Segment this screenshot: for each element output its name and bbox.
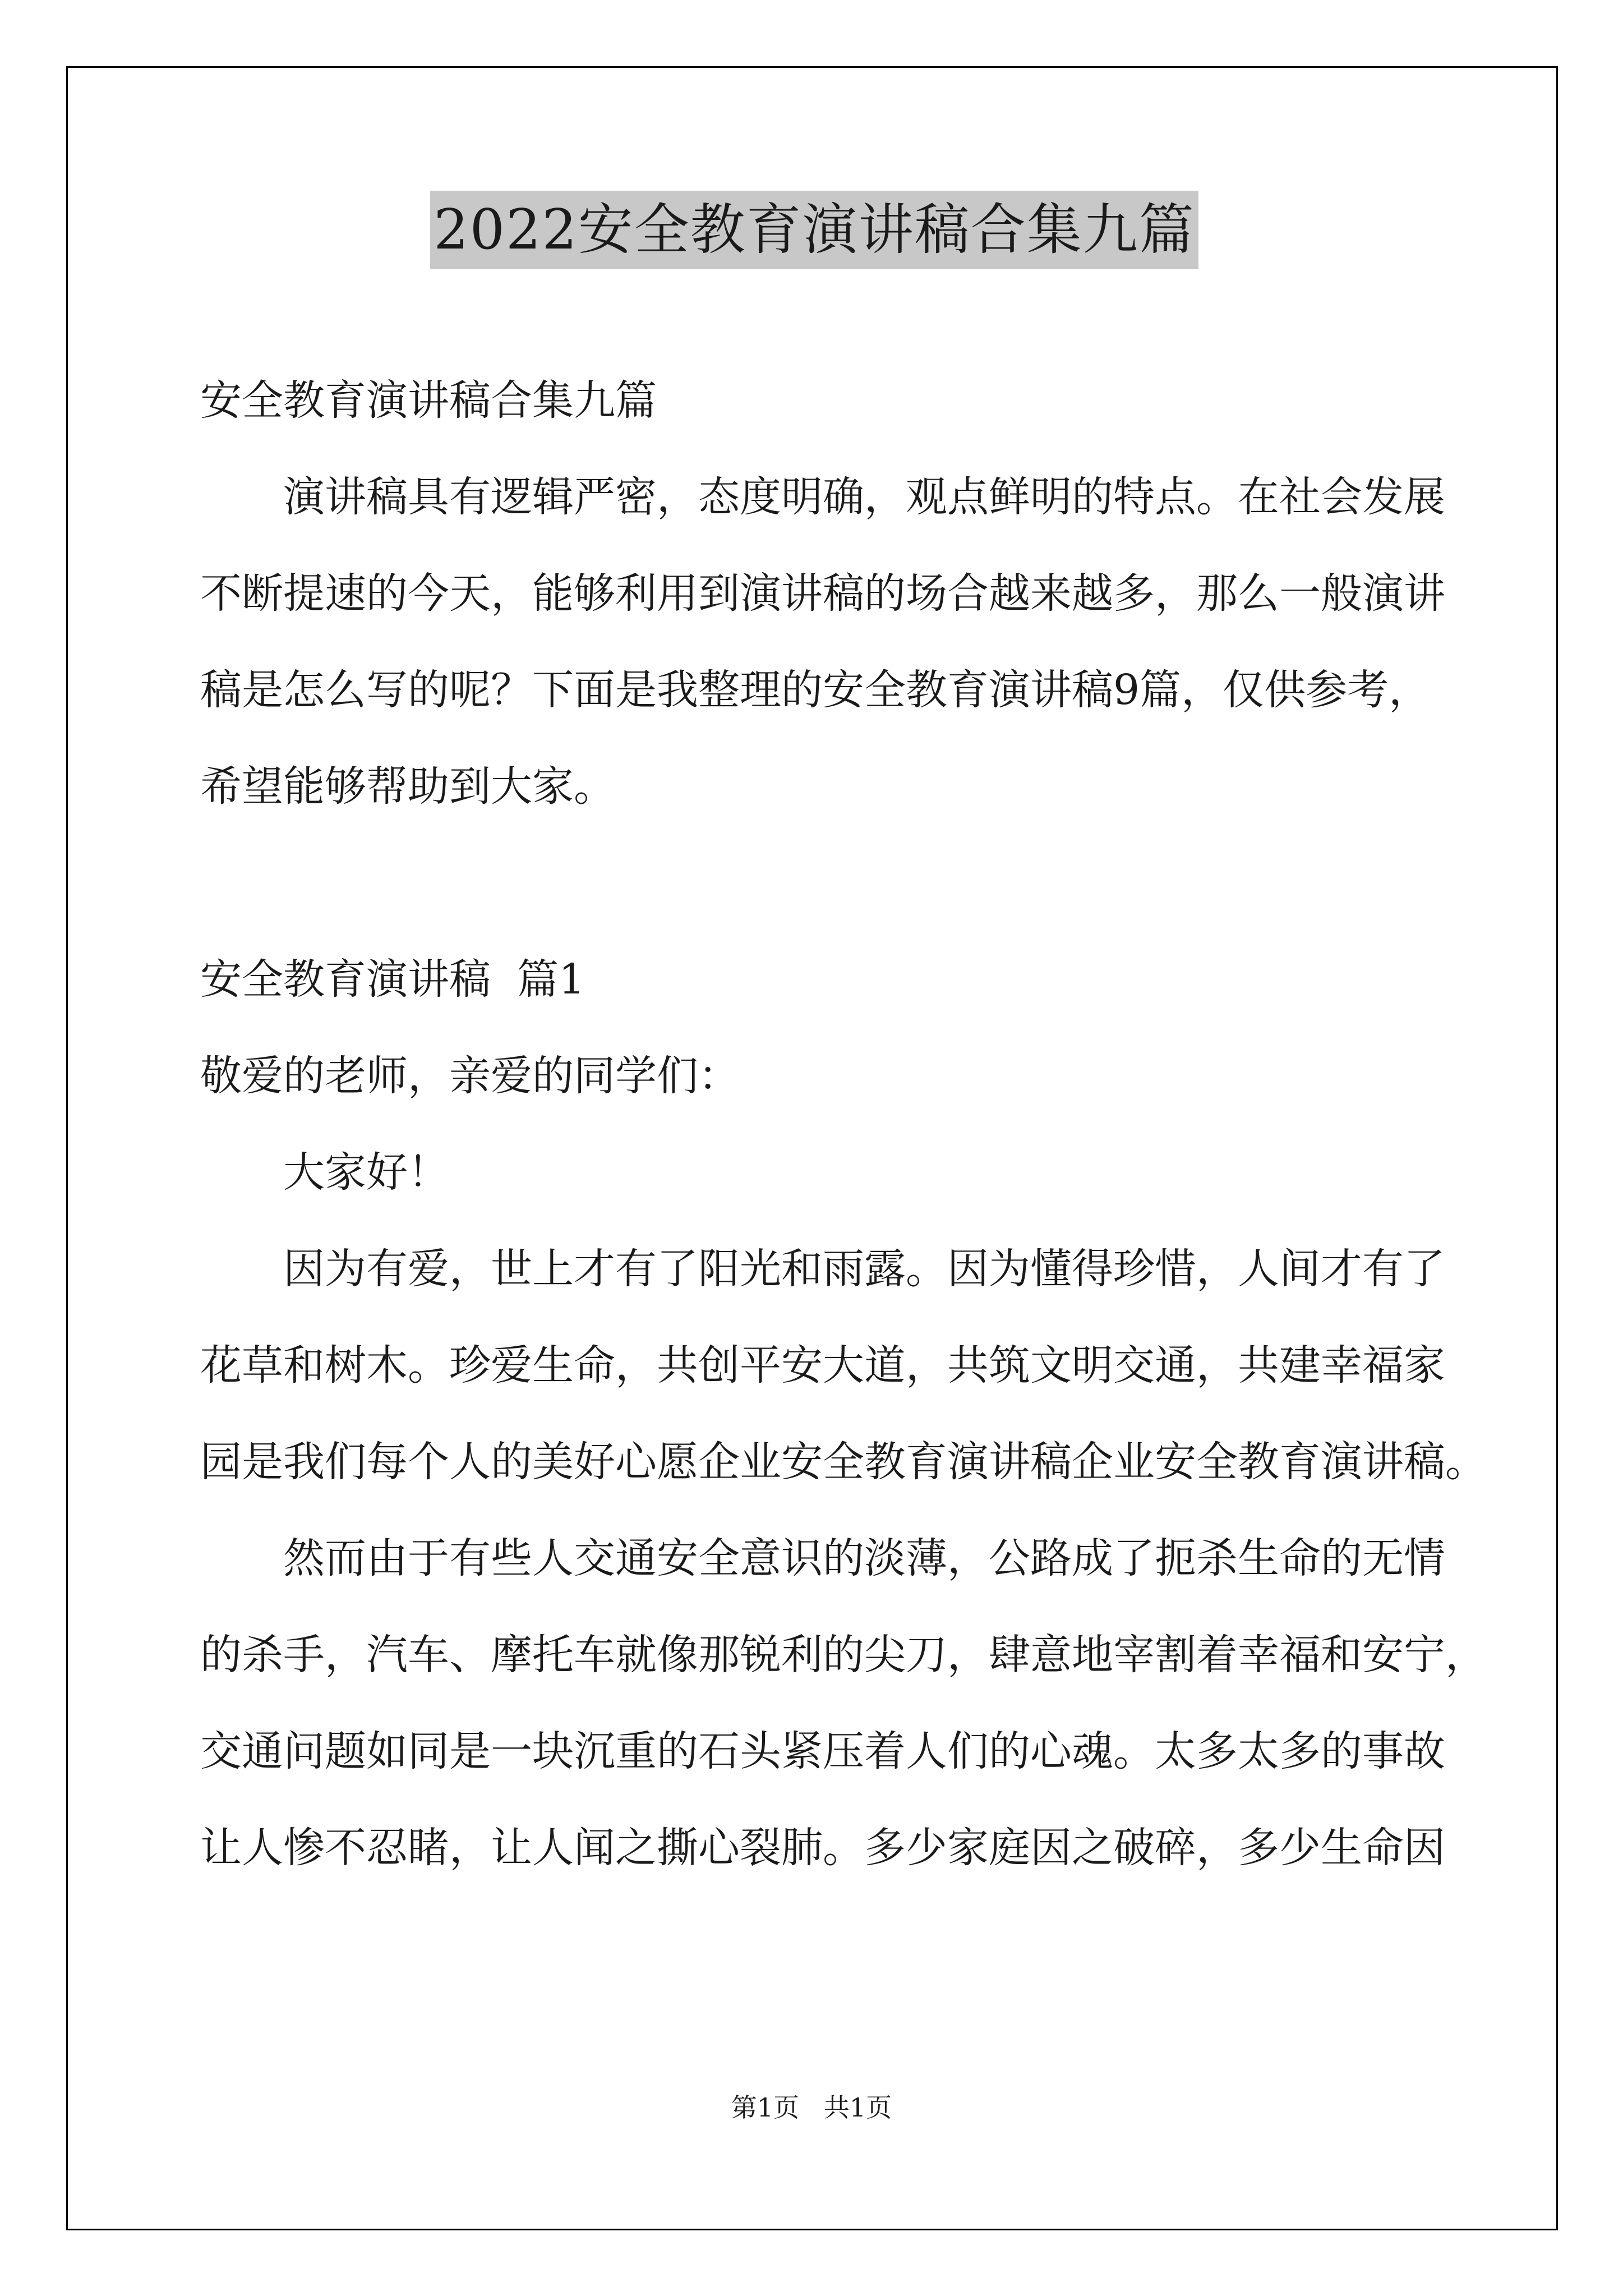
greeting: 大家好！ bbox=[283, 1148, 449, 1197]
document-body bbox=[200, 191, 1487, 1896]
intro-line: 演讲稿具有逻辑严密，态度明确，观点鲜明的特点。在社会发展 bbox=[283, 473, 1445, 521]
paragraph-line: 让人惨不忍睹，让人闻之撕心裂肺。多少家庭因之破碎，多少生命因 bbox=[200, 1824, 1445, 1872]
paragraph-line: 然而由于有些人交通安全意识的淡薄，公路成了扼杀生命的无情 bbox=[283, 1534, 1445, 1582]
intro-paragraph bbox=[200, 449, 1445, 835]
page-footer bbox=[0, 2091, 1623, 2124]
paragraph-line: 因为有爱，世上才有了阳光和雨露。因为懂得珍惜，人间才有了 bbox=[283, 1245, 1445, 1293]
paragraph-line: 园是我们每个人的美好心愿企业安全教育演讲稿企业安全教育演讲稿。 bbox=[200, 1438, 1487, 1486]
paragraph-line: 花草和树木。珍爱生命，共创平安大道，共筑文明交通，共建幸福家 bbox=[200, 1341, 1445, 1389]
paragraph-line: 交通问题如同是一块沉重的石头紧压着人们的心魂。太多太多的事故 bbox=[200, 1727, 1445, 1775]
paragraph-line: 的杀手，汽车、摩托车就像那锐利的尖刀，肆意地宰割着幸福和安宁， bbox=[200, 1631, 1487, 1679]
document-subtitle: 安全教育演讲稿合集九篇 bbox=[200, 376, 657, 425]
section-heading: 安全教育演讲稿 篇1 bbox=[200, 955, 585, 1004]
intro-line: 稿是怎么写的呢？下面是我整理的安全教育演讲稿9篇，仅供参考， bbox=[200, 666, 1431, 714]
title-row bbox=[200, 191, 1428, 269]
document-title: 2022安全教育演讲稿合集九篇 bbox=[430, 191, 1198, 269]
intro-line: 希望能够帮助到大家。 bbox=[200, 762, 615, 811]
body-paragraph-2 bbox=[200, 1510, 1487, 1896]
spacer bbox=[200, 835, 1428, 931]
intro-line: 不断提速的今天，能够利用到演讲稿的场合越来越多，那么一般演讲 bbox=[200, 569, 1445, 618]
page-number-label: 第1页 共1页 bbox=[731, 2092, 892, 2123]
salutation: 敬爱的老师，亲爱的同学们： bbox=[200, 1052, 740, 1100]
body-paragraph-1 bbox=[200, 1221, 1487, 1510]
